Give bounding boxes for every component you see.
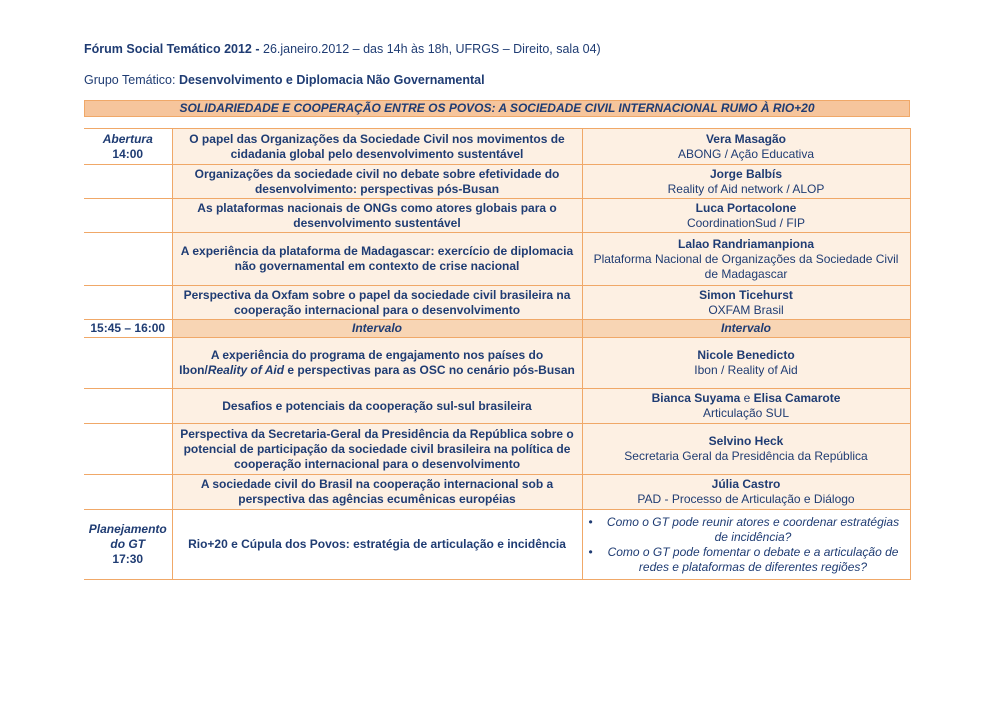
- time-cell: [84, 475, 172, 510]
- table-row: [84, 424, 910, 475]
- topic-cell: Rio+20 e Cúpula dos Povos: estratégia de articulação e incidência: [172, 510, 582, 580]
- speaker-cell: Selvino Heck Secretaria Geral da Presidência da República: [582, 424, 910, 475]
- event-line: [84, 42, 601, 56]
- speaker-cell: Nicole Benedicto Ibon / Reality of Aid: [582, 338, 910, 389]
- table-row: [84, 199, 910, 233]
- event-title: Fórum Social Temático 2012 -: [84, 42, 263, 56]
- time-cell: [84, 338, 172, 389]
- question-item: • Como o GT pode fomentar o debate e a articulação de redes e plataformas de diferentes regiões?: [587, 545, 906, 575]
- topic-cell: Perspectiva da Secretaria-Geral da Presidência da República sobre o potencial de participação da sociedade civil brasileira na política de cooperação internacional para o desenvolvimento: [172, 424, 582, 475]
- topic-cell: Organizações da sociedade civil no debate sobre efetividade do desenvolvimento: perspectivas pós-Busan: [172, 165, 582, 199]
- topic-cell: Perspectiva da Oxfam sobre o papel da sociedade civil brasileira na cooperação internacional para o desenvolvimento: [172, 286, 582, 320]
- table-row: [84, 129, 910, 165]
- group-label: Grupo Temático:: [84, 73, 179, 87]
- speaker-cell: Luca Portacolone CoordinationSud / FIP: [582, 199, 910, 233]
- table-row: [84, 475, 910, 510]
- table-row: [84, 233, 910, 286]
- time-cell: Planejamento do GT 17:30: [84, 510, 172, 580]
- group-name: Desenvolvimento e Diplomacia Não Governamental: [178, 73, 485, 87]
- table-row: [84, 286, 910, 320]
- speaker-cell: Bianca Suyama e Elisa Camarote Articulação SUL: [582, 389, 910, 424]
- topic-cell: A sociedade civil do Brasil na cooperação internacional sob a perspectiva das agências ecumênicas européias: [172, 475, 582, 510]
- time-cell: [84, 424, 172, 475]
- event-details: 26.janeiro.2012 – das 14h às 18h, UFRGS – Direito, sala 04): [263, 42, 601, 56]
- table-row: [84, 389, 910, 424]
- speaker-cell: Vera Masagão ABONG / Ação Educativa: [582, 129, 910, 165]
- table-row: [84, 165, 910, 199]
- session-banner: SOLIDARIEDADE E COOPERAÇÃO ENTRE OS POVOS: A SOCIEDADE CIVIL INTERNACIONAL RUMO À RIO+20: [84, 100, 910, 117]
- table-row: [84, 320, 910, 338]
- time-cell: 15:45 – 16:00: [84, 320, 172, 338]
- table-row: [84, 510, 910, 580]
- speaker-cell: Intervalo: [582, 320, 910, 338]
- topic-cell: O papel das Organizações da Sociedade Civil nos movimentos de cidadania global pelo desenvolvimento sustentável: [172, 129, 582, 165]
- speaker-cell: Jorge Balbís Reality of Aid network / ALOP: [582, 165, 910, 199]
- topic-cell: As plataformas nacionais de ONGs como atores globais para o desenvolvimento sustentável: [172, 199, 582, 233]
- topic-cell: Intervalo: [172, 320, 582, 338]
- time-cell: [84, 286, 172, 320]
- time-cell: Abertura 14:00: [84, 129, 172, 165]
- question-item: • Como o GT pode reunir atores e coordenar estratégias de incidência?: [587, 515, 906, 545]
- topic-cell: A experiência da plataforma de Madagascar: exercício de diplomacia não governamental em contexto de crise nacional: [172, 233, 582, 286]
- speaker-cell: Júlia Castro PAD - Processo de Articulação e Diálogo: [582, 475, 910, 510]
- questions-cell: [582, 510, 910, 580]
- time-cell: [84, 165, 172, 199]
- speaker-cell: Lalao Randriamanpiona Plataforma Nacional de Organizações da Sociedade Civil de Madagascar: [582, 233, 910, 286]
- topic-cell: A experiência do programa de engajamento nos países do Ibon/Reality of Aid e perspectivas para as OSC no cenário pós-Busan: [172, 338, 582, 389]
- speaker-cell: Simon Ticehurst OXFAM Brasil: [582, 286, 910, 320]
- time-cell: [84, 389, 172, 424]
- table-row: [84, 338, 910, 389]
- topic-cell: Desafios e potenciais da cooperação sul-sul brasileira: [172, 389, 582, 424]
- group-line: [84, 73, 485, 87]
- time-cell: [84, 199, 172, 233]
- schedule-table: [84, 128, 911, 580]
- time-cell: [84, 233, 172, 286]
